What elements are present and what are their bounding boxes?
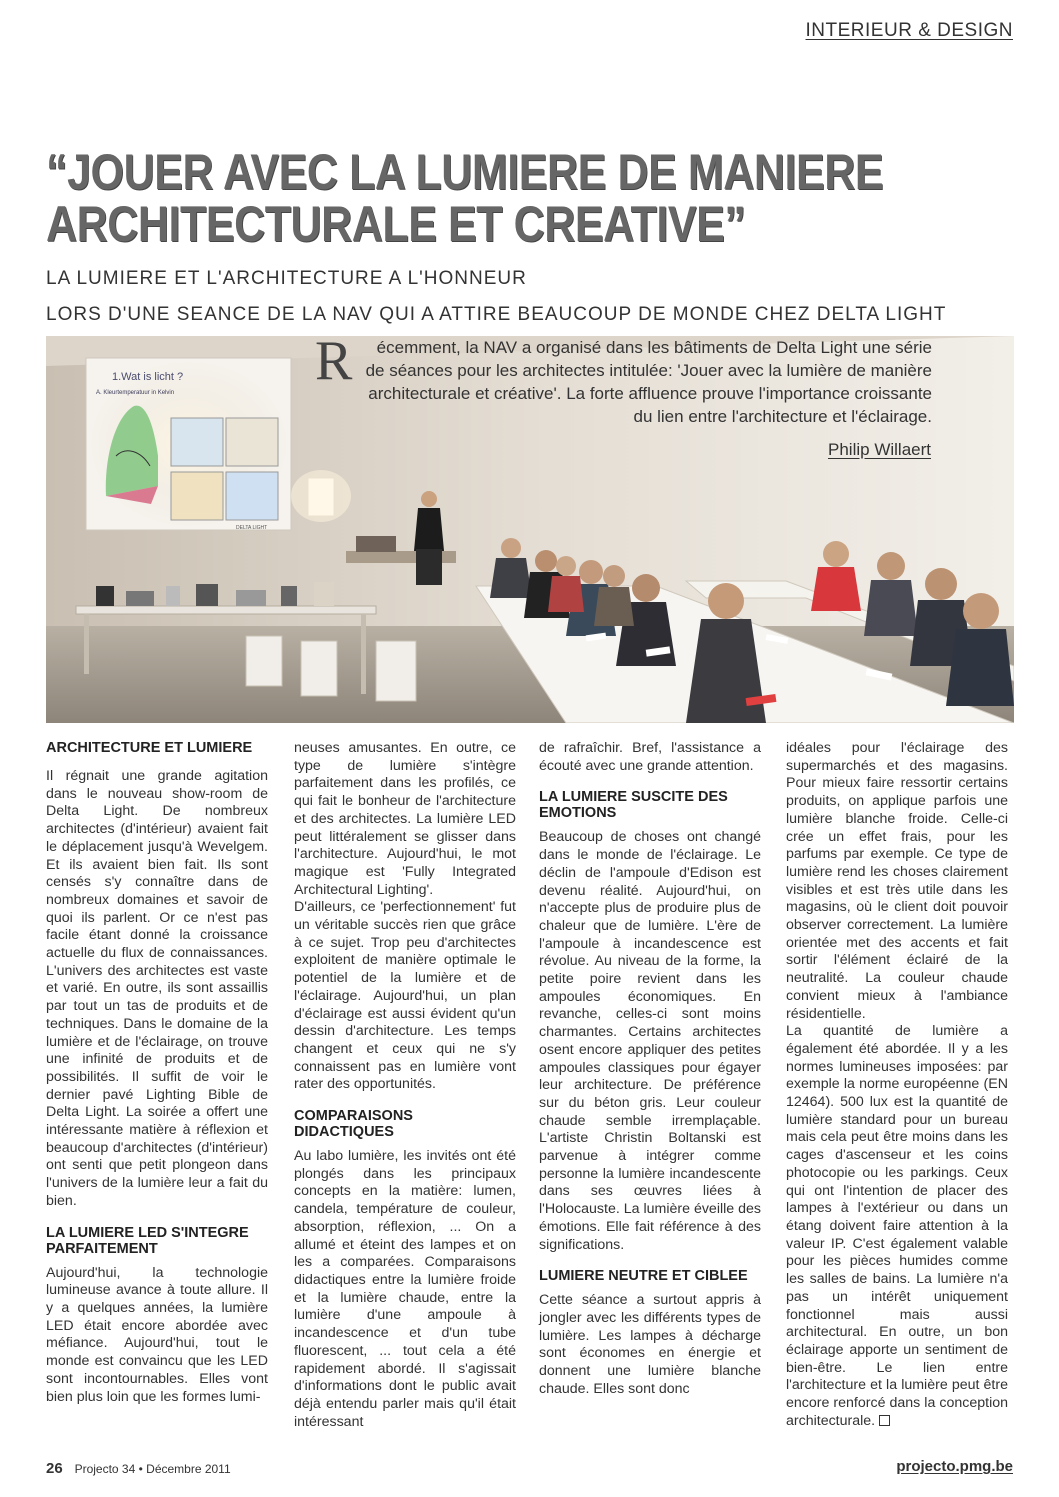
- section-heading: ARCHITECTURE ET LUMIERE: [46, 740, 253, 756]
- article-body: [46, 740, 1014, 1430]
- paragraph: Au labo lumière, les invités ont été plongés dans les principaux concepts en la matière: lumen, candela, température de couleur, absorption, réflexion, ... On a allumé et éteint des lampes et on les a comparées. Comparaisons didactiques entre la lumière froide et la lumière chaude, entre la lumière d'une ampoule à incandescence et d'un tube fluorescent, ... tout cela a été rapidement abordé. Il s'agissait d'informations dont le public avait déjà entendu parler mais qu'il était intéressant: [294, 1148, 516, 1430]
- slide-logo: DELTA LIGHT: [236, 525, 268, 531]
- lead-paragraph: [315, 330, 932, 428]
- slide-subtitle: A. Kleurtemperatuur in Kelvin: [96, 390, 175, 396]
- paragraph: de rafraîchir. Bref, l'assistance a écouté avec une grande attention.: [539, 740, 761, 774]
- article-title: [46, 146, 889, 250]
- paragraph-text: La quantité de lumière a également été abordée. Il y a les normes lumineuses imposées: par exemple la norme européenne (EN 12464). 500 lux est la quantité de lumière standard pour un bureau mais cela peut être moins dans les cages d'ascenseur et les coins photocopie ou les parkings. Ceux qui ont l'intention de placer des lampes à l'extérieur ou dans un étang doivent faire attention à la valeur IP. C'est également valable pour les pièces humides comme les salles de bains. La lumière n'a pas un intérêt uniquement fonctionnel mais aussi architectural. En outre, un bon éclairage apporte un sentiment de bien-être. Le lien entre l'architecture et la lumière peut être encore renforcé dans la conception architecturale.: [786, 1023, 1008, 1429]
- paragraph: D'ailleurs, ce 'perfectionnement' fut un véritable succès rien que grâce à ce sujet. Trop peu d'architectes exploitent de manière optimale le potentiel de la lumière et de l'éclairage. Aujourd'hui, un plan d'éclairage est aussi évident qu'un dessin d'architecture. Les temps changent et ceux qui ne s'y connaissent pas en lumière vont rater des opportunités.: [294, 899, 516, 1093]
- footer-url-link[interactable]: projecto.pmg.be: [896, 1458, 1013, 1475]
- paragraph: Cette séance a surtout appris à jongler avec les différents types de lumière. Les lampes à décharge sont économes en énergie et donnent une lumière blanche chaude. Elles sont donc: [539, 1292, 761, 1397]
- subtitle-line-2: LORS D'UNE SEANCE DE LA NAV QUI A ATTIRE BEAUCOUP DE MONDE CHEZ DELTA LIGHT: [46, 304, 947, 325]
- subtitle-line-1: LA LUMIERE ET L'ARCHITECTURE A L'HONNEUR: [46, 268, 527, 289]
- page-number: 26: [46, 1460, 63, 1477]
- column-4: [786, 740, 1008, 1430]
- section-heading: LUMIERE NEUTRE ET CIBLEE: [539, 1268, 748, 1285]
- column-3: [539, 740, 761, 1399]
- column-2: [294, 740, 516, 1431]
- publication-info: Projecto 34 • Décembre 2011: [74, 1462, 231, 1476]
- paragraph: idéales pour l'éclairage des supermarchés et des magasins. Pour mieux faire ressortir certains produits, on applique parfois une lumière blanche froide. Celle-ci crée un effet frais, pour les parfums par exemple. Ce type de lumière rend les choses clairement visibles et est très utile dans les magasins, où le client doit pouvoir observer correctement. La lumière orientée met des accents et fait sortir l'élément éclairé de la neutralité. La couleur chaude convient mieux à l'ambiance résidentielle.: [786, 740, 1008, 1022]
- title-line-2: ARCHITECTURALE ET CREATIVE”: [46, 196, 746, 252]
- footer-left: [46, 1460, 231, 1477]
- paragraph: [786, 1023, 1008, 1430]
- section-heading: LA LUMIERE SUSCITE DES EMOTIONS: [539, 789, 728, 822]
- title-line-1: “JOUER AVEC LA LUMIERE DE MANIERE: [46, 144, 884, 200]
- lead-text: écemment, la NAV a organisé dans les bâtiments de Delta Light une série de séances pour les architectes intitulée: 'Jouer avec la lumière de manière architecturale et créative'. La forte affluence prouve l'importance croissante du lien entre l'architecture et l'éclairage.: [365, 338, 932, 426]
- author-byline: Philip Willaert: [828, 440, 931, 459]
- paragraph: neuses amusantes. En outre, ce type de lumière s'intègre parfaitement dans les profilés, ce qui fait le bonheur de l'architecture et des architectes. La lumière LED peut littéralement se glisser dans l'architecture. Aujourd'hui, le mot magique est 'Fully Integrated Architectural Lighting'.: [294, 740, 516, 898]
- paragraph: Aujourd'hui, la technologie lumineuse avance à toute allure. Il y a quelques années, la lumière LED était encore abordée avec méfiance. Aujourd'hui, tout le monde est convaincu que les LED sont incontournables. Elles vont bien plus loin que les formes lumi-: [46, 1264, 268, 1405]
- paragraph: Beaucoup de choses ont changé dans le monde de l'éclairage. Le déclin de l'ampoule d'Edison est devenu réalité. Aujourd'hui, on n'accepte plus de produire plus de chaleur que de lumière. L'ère de l'ampoule à incandescence est révolue. Au niveau de la forme, la petite poire revient dans les ampoules économiques. En revanche, celles-ci sont moins charmantes. Certains architectes osent encore appliquer des petites ampoules classiques pour égayer leur architecture. De préférence sur du béton gris. Leur couleur chaude semble irremplaçable. L'artiste Christin Boltanski est parvenue à intégrer comme personne la lumière incandescente dans ses œuvres liées à l'Holocauste. La lumière éveille des émotions. Elle fait référence à des significations.: [539, 829, 761, 1253]
- slide-title: 1.Wat is licht ?: [112, 371, 184, 383]
- section-tag: INTERIEUR & DESIGN: [805, 20, 1013, 41]
- paragraph: Il régnait une grande agitation dans le nouveau show-room de Delta Light. De nombreux architectes (d'intérieur) avaient fait le déplacement jusqu'à Wevelgem. Et ils avaient bien fait. Ils sont censés s'y connaître dans de nombreux domaines et savoir de quoi ils parlent. Or ce n'est pas facile étant donné la croissance actuelle du flux de connaissances. L'univers des architectes est vaste et varié. En outre, ils sont assaillis par tout un tas de produits et de techniques. Dans le domaine de la lumière et de l'éclairage, on trouve une infinité de produits et de possibilités. Il suffit de voir le dernier pavé Lighting Bible de Delta Light. La soirée a offert une intéressante matière à réflexion et beaucoup d'architectes (d'intérieur) ont senti que petit plongeon dans l'univers de la lumière leur a fait du bien.: [46, 768, 268, 1209]
- end-of-article-icon: [879, 1415, 890, 1426]
- column-1: [46, 740, 268, 1406]
- section-heading: COMPARAISONS DIDACTIQUES: [294, 1108, 413, 1141]
- section-heading: LA LUMIERE LED S'INTEGRE PARFAITEMENT: [46, 1224, 249, 1257]
- drop-cap: R: [315, 330, 353, 392]
